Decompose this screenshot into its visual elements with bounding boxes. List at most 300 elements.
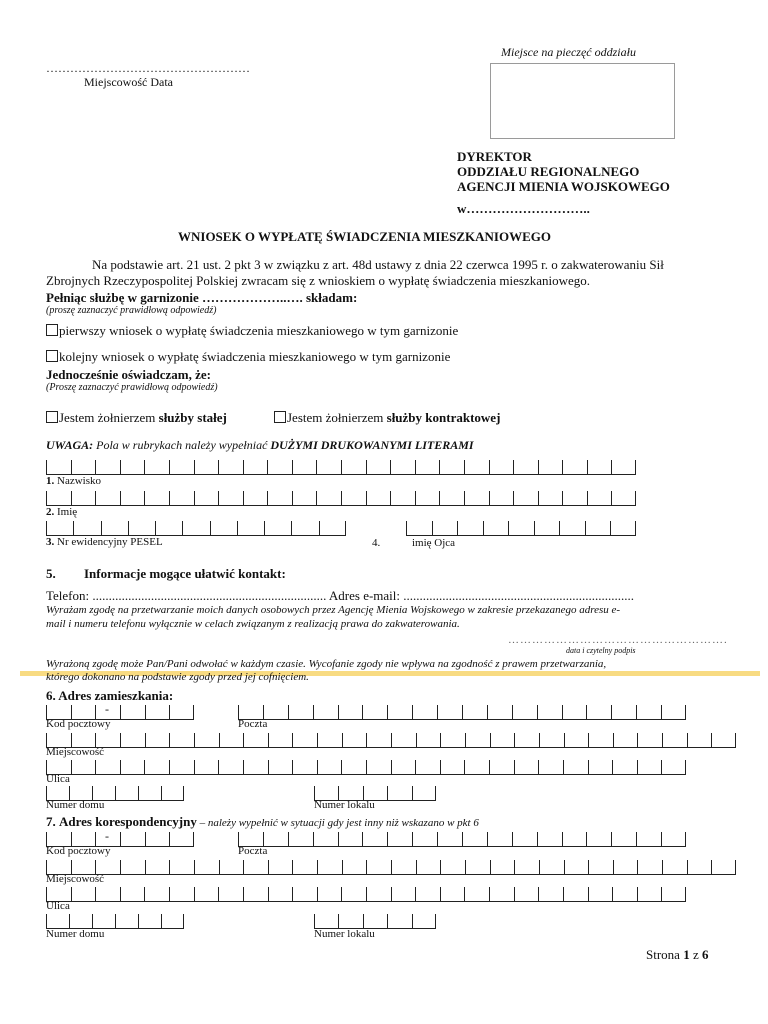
- warning-text: Pola w rubrykach należy wypełniać: [93, 438, 271, 452]
- page-prefix: Strona: [646, 947, 684, 962]
- cell-divider: [612, 760, 613, 774]
- cell-divider: [366, 733, 367, 747]
- cell-divider: [412, 705, 413, 719]
- cell-divider: [635, 521, 636, 535]
- cell-divider: [169, 860, 170, 874]
- address-city-grid[interactable]: [46, 730, 736, 748]
- pesel-text: Nr ewidencyjny PESEL: [54, 536, 163, 548]
- cell-divider: [514, 733, 515, 747]
- addressee-line1: DYREKTOR: [457, 149, 532, 164]
- cell-divider: [662, 733, 663, 747]
- cell-divider: [243, 460, 244, 474]
- garrison-label[interactable]: Pełniąc służbę w garnizonie ………………..…. składam:: [46, 290, 358, 305]
- cell-divider: [537, 705, 538, 719]
- corr-flat-label: Numer lokalu: [314, 928, 375, 940]
- cell-divider: [487, 705, 488, 719]
- cell-divider: [338, 914, 339, 928]
- cell-divider: [145, 860, 146, 874]
- correspondence-heading: Adres korespondencyjny: [59, 814, 197, 829]
- cell-divider: [415, 887, 416, 901]
- cell-divider: [115, 786, 116, 800]
- cell-divider: [145, 705, 146, 719]
- cell-divider: [611, 832, 612, 846]
- cell-divider: [439, 491, 440, 505]
- service-contract-option[interactable]: [274, 410, 500, 426]
- cell-divider: [120, 887, 121, 901]
- cell-divider: [292, 760, 293, 774]
- cell-divider: [342, 860, 343, 874]
- corr-house-grid[interactable]: [46, 911, 184, 929]
- cell-divider: [292, 860, 293, 874]
- cell-divider: [661, 705, 662, 719]
- intro-line2: Zbrojnych Rzeczypospolitej Polskiej zwracam się z wnioskiem o wypłatę świadczenia mieszkaniowego.: [46, 273, 591, 288]
- cell-divider: [637, 760, 638, 774]
- cell-divider: [440, 733, 441, 747]
- cell-divider: [637, 887, 638, 901]
- cell-divider: [391, 760, 392, 774]
- cell-divider: [95, 860, 96, 874]
- cell-divider: [514, 887, 515, 901]
- cell-divider: [161, 914, 162, 928]
- warning-label: UWAGA:: [46, 438, 94, 452]
- cell-divider: [588, 860, 589, 874]
- signature-dots[interactable]: ……………………………………………….: [508, 634, 728, 646]
- cell-divider: [588, 887, 589, 901]
- cell-divider: [489, 460, 490, 474]
- cell-divider: [588, 733, 589, 747]
- cell-divider: [562, 460, 563, 474]
- cell-divider: [342, 733, 343, 747]
- cell-divider: [71, 491, 72, 505]
- cell-divider: [432, 521, 433, 535]
- cell-divider: [341, 460, 342, 474]
- cell-divider: [512, 705, 513, 719]
- cell-divider: [538, 887, 539, 901]
- cell-divider: [390, 460, 391, 474]
- address-city-label: Miejscowość: [46, 746, 105, 758]
- cell-divider: [341, 760, 342, 774]
- cell-divider: [437, 705, 438, 719]
- first-name-grid[interactable]: [46, 488, 636, 506]
- corr-city-grid[interactable]: [46, 857, 736, 875]
- cell-divider: [412, 832, 413, 846]
- cell-divider: [95, 491, 96, 505]
- cell-divider: [341, 491, 342, 505]
- cell-divider: [412, 914, 413, 928]
- cell-divider: [46, 887, 47, 901]
- cell-divider: [263, 832, 264, 846]
- addressee-city[interactable]: w………………………..: [457, 201, 590, 216]
- cell-divider: [489, 760, 490, 774]
- cell-divider: [145, 733, 146, 747]
- cell-divider: [316, 460, 317, 474]
- cell-divider: [317, 733, 318, 747]
- cell-divider: [464, 760, 465, 774]
- cell-divider: [183, 914, 184, 928]
- cell-divider: [314, 786, 315, 800]
- cell-divider: [243, 491, 244, 505]
- cell-divider: [514, 760, 515, 774]
- cell-divider: [317, 760, 318, 774]
- cell-divider: [587, 460, 588, 474]
- cell-divider: [366, 491, 367, 505]
- cell-divider: [46, 733, 47, 747]
- cell-divider: [155, 521, 156, 535]
- cell-divider: [268, 860, 269, 874]
- cell-divider: [194, 460, 195, 474]
- cell-divider: [46, 460, 47, 474]
- service-permanent-option[interactable]: [46, 410, 227, 426]
- option-next-label: kolejny wniosek o wypłatę świadczenia mieszkaniowego w tym garnizonie: [59, 349, 451, 364]
- cell-divider: [183, 786, 184, 800]
- cell-divider: [95, 760, 96, 774]
- cell-divider: [243, 860, 244, 874]
- address-house-label: Numer domu: [46, 799, 105, 811]
- cell-divider: [71, 460, 72, 474]
- cell-divider: [169, 460, 170, 474]
- cell-divider: [513, 460, 514, 474]
- cell-divider: [46, 705, 47, 719]
- cell-divider: [95, 460, 96, 474]
- cell-divider: [95, 832, 96, 846]
- cell-divider: [182, 521, 183, 535]
- cell-divider: [735, 733, 736, 747]
- cell-divider: [338, 786, 339, 800]
- cell-divider: [435, 914, 436, 928]
- cell-divider: [138, 914, 139, 928]
- permanent-prefix: Jestem żołnierzem: [59, 410, 159, 425]
- cell-divider: [613, 860, 614, 874]
- cell-divider: [465, 733, 466, 747]
- correspondence-heading-row: [46, 814, 479, 830]
- contact-heading-num: 5.: [46, 566, 56, 581]
- warning-bold: DUŻYMI DRUKOWANYMI LITERAMI: [270, 438, 474, 452]
- withdraw-line2: którego dokonano na podstawie zgody przed jej cofnięciem.: [46, 671, 309, 683]
- cell-divider: [564, 860, 565, 874]
- cell-divider: [237, 521, 238, 535]
- contact-heading: Informacje mogące ułatwić kontakt:: [84, 566, 286, 581]
- cell-divider: [366, 460, 367, 474]
- cell-divider: [161, 786, 162, 800]
- cell-divider: [387, 705, 388, 719]
- cell-divider: [662, 860, 663, 874]
- cell-divider: [735, 860, 736, 874]
- garrison-option-first[interactable]: [46, 323, 458, 339]
- cell-divider: [138, 786, 139, 800]
- cell-divider: [415, 760, 416, 774]
- cell-divider: [218, 760, 219, 774]
- cell-divider: [291, 521, 292, 535]
- cell-divider: [338, 705, 339, 719]
- corr-post-grid[interactable]: [238, 829, 686, 847]
- address-post-grid[interactable]: [238, 702, 686, 720]
- cell-divider: [539, 733, 540, 747]
- cell-divider: [586, 832, 587, 846]
- cell-divider: [612, 887, 613, 901]
- cell-divider: [319, 521, 320, 535]
- cell-divider: [268, 887, 269, 901]
- cell-divider: [587, 491, 588, 505]
- address-street-label: Ulica: [46, 773, 70, 785]
- cell-divider: [387, 914, 388, 928]
- cell-divider: [120, 491, 121, 505]
- checkbox-first-application[interactable]: [46, 324, 58, 336]
- cell-divider: [218, 491, 219, 505]
- first-name-num: 2.: [46, 506, 55, 518]
- corr-street-grid[interactable]: [46, 884, 686, 902]
- surname-label: [46, 475, 101, 487]
- cell-divider: [120, 733, 121, 747]
- cell-divider: [440, 860, 441, 874]
- cell-divider: [219, 860, 220, 874]
- corr-street-label: Ulica: [46, 900, 70, 912]
- cell-divider: [487, 832, 488, 846]
- cell-divider: [489, 887, 490, 901]
- garrison-option-next[interactable]: [46, 349, 450, 365]
- cell-divider: [489, 491, 490, 505]
- cell-divider: [362, 705, 363, 719]
- cell-divider: [462, 705, 463, 719]
- cell-divider: [101, 521, 102, 535]
- phone-email-line[interactable]: Telefon: ........................................................................ Adres e-mail: .......................................................................: [46, 588, 635, 603]
- cell-divider: [391, 887, 392, 901]
- signature-label: data i czytelny podpis: [566, 646, 636, 655]
- cell-divider: [563, 760, 564, 774]
- cell-divider: [416, 733, 417, 747]
- cell-divider: [267, 460, 268, 474]
- cell-divider: [71, 760, 72, 774]
- cell-divider: [661, 832, 662, 846]
- cell-divider: [69, 786, 70, 800]
- contract-prefix: Jestem żołnierzem: [287, 410, 387, 425]
- place-date-dots[interactable]: ……………………………………………: [46, 61, 250, 75]
- cell-divider: [46, 491, 47, 505]
- pesel-grid[interactable]: [46, 518, 346, 536]
- cell-divider: [169, 832, 170, 846]
- cell-divider: [464, 887, 465, 901]
- cell-divider: [71, 860, 72, 874]
- cell-divider: [465, 860, 466, 874]
- consent-line1: Wyrażam zgodę na przetwarzanie moich danych osobowych przez Agencję Mienia Wojskowego w zakresie przekazanego adresu e-: [46, 604, 621, 616]
- cell-divider: [71, 887, 72, 901]
- cell-divider: [95, 705, 96, 719]
- option-first-label: pierwszy wniosek o wypłatę świadczenia mieszkaniowego w tym garnizonie: [59, 323, 459, 338]
- cell-divider: [95, 887, 96, 901]
- cell-divider: [588, 760, 589, 774]
- cell-divider: [366, 860, 367, 874]
- declaration-hint: (Proszę zaznaczyć prawidłową odpowiedź): [46, 382, 218, 393]
- cell-divider: [457, 521, 458, 535]
- cell-divider: [267, 491, 268, 505]
- cell-divider: [219, 733, 220, 747]
- cell-divider: [415, 460, 416, 474]
- first-name-text: Imię: [54, 506, 78, 518]
- cell-divider: [46, 786, 47, 800]
- cell-divider: [685, 705, 686, 719]
- cell-divider: [439, 460, 440, 474]
- cell-divider: [317, 887, 318, 901]
- cell-divider: [416, 860, 417, 874]
- cell-divider: [415, 491, 416, 505]
- cell-divider: [238, 705, 239, 719]
- cell-divider: [538, 491, 539, 505]
- cell-divider: [661, 887, 662, 901]
- cell-divider: [390, 491, 391, 505]
- cell-divider: [169, 733, 170, 747]
- address-flat-label: Numer lokalu: [314, 799, 375, 811]
- address-street-grid[interactable]: [46, 757, 686, 775]
- cell-divider: [313, 705, 314, 719]
- cell-divider: [562, 832, 563, 846]
- cell-divider: [288, 832, 289, 846]
- cell-divider: [338, 832, 339, 846]
- cell-divider: [120, 460, 121, 474]
- intro-line1: Na podstawie art. 21 ust. 2 pkt 3 w związku z art. 48d ustawy z dnia 22 czerwca 1995 r. o zakwaterowaniu Sił: [92, 257, 664, 272]
- cell-divider: [120, 860, 121, 874]
- surname-text: Nazwisko: [54, 475, 101, 487]
- cell-divider: [363, 786, 364, 800]
- addressee-line2: ODDZIAŁU REGIONALNEGO: [457, 164, 640, 179]
- cell-divider: [71, 705, 72, 719]
- cell-divider: [559, 521, 560, 535]
- cell-divider: [685, 760, 686, 774]
- corr-postcode-label: Kod pocztowy: [46, 845, 111, 857]
- cell-divider: [440, 887, 441, 901]
- cell-divider: [218, 460, 219, 474]
- cell-divider: [538, 760, 539, 774]
- cell-divider: [288, 705, 289, 719]
- checkbox-permanent-service[interactable]: [46, 411, 58, 423]
- cell-divider: [194, 887, 195, 901]
- cell-divider: [69, 914, 70, 928]
- contract-bold: służby kontraktowej: [386, 410, 501, 425]
- first-name-label: [46, 506, 77, 518]
- cell-divider: [145, 832, 146, 846]
- stamp-label: Miejsce na pieczęć oddziału: [501, 45, 636, 59]
- surname-grid[interactable]: [46, 457, 636, 475]
- cell-divider: [637, 860, 638, 874]
- cell-divider: [46, 914, 47, 928]
- cell-divider: [92, 786, 93, 800]
- page-total: 6: [701, 947, 709, 962]
- cell-divider: [563, 887, 564, 901]
- cell-divider: [412, 786, 413, 800]
- cell-divider: [611, 491, 612, 505]
- cell-divider: [687, 860, 688, 874]
- addressee-line3: AGENCJI MIENIA WOJSKOWEGO: [457, 179, 670, 194]
- cell-divider: [144, 887, 145, 901]
- cell-divider: [562, 705, 563, 719]
- cell-divider: [210, 521, 211, 535]
- corr-postcode-dash: -: [105, 829, 109, 843]
- cell-divider: [366, 760, 367, 774]
- cell-divider: [534, 521, 535, 535]
- cell-divider: [345, 521, 346, 535]
- cell-divider: [120, 832, 121, 846]
- cell-divider: [610, 521, 611, 535]
- cell-divider: [263, 705, 264, 719]
- address-post-label: Poczta: [238, 718, 268, 730]
- cell-divider: [363, 914, 364, 928]
- cell-divider: [387, 786, 388, 800]
- cell-divider: [144, 460, 145, 474]
- cell-divider: [169, 887, 170, 901]
- corr-house-label: Numer domu: [46, 928, 105, 940]
- pesel-label: [46, 536, 163, 548]
- address-postcode-label: Kod pocztowy: [46, 718, 111, 730]
- consent-line2: mail i numeru telefonu wyłącznie w celach związanym z realizacją prawa do zakwaterowania.: [46, 618, 460, 630]
- father-name-grid[interactable]: [406, 518, 636, 536]
- cell-divider: [194, 760, 195, 774]
- cell-divider: [406, 521, 407, 535]
- cell-divider: [92, 914, 93, 928]
- cell-divider: [391, 733, 392, 747]
- cell-divider: [73, 521, 74, 535]
- address-heading: 6. Adres zamieszkania:: [46, 688, 174, 703]
- cell-divider: [268, 733, 269, 747]
- cell-divider: [462, 832, 463, 846]
- cell-divider: [464, 460, 465, 474]
- cell-divider: [46, 860, 47, 874]
- cell-divider: [169, 705, 170, 719]
- cell-divider: [46, 521, 47, 535]
- cell-divider: [193, 705, 194, 719]
- page-sep: z: [689, 947, 702, 962]
- cell-divider: [711, 860, 712, 874]
- cell-divider: [585, 521, 586, 535]
- cell-divider: [539, 860, 540, 874]
- cell-divider: [243, 760, 244, 774]
- cell-divider: [562, 491, 563, 505]
- cell-divider: [193, 832, 194, 846]
- cell-divider: [128, 521, 129, 535]
- cell-divider: [685, 832, 686, 846]
- cell-divider: [292, 460, 293, 474]
- checkbox-contract-service[interactable]: [274, 411, 286, 423]
- cell-divider: [71, 733, 72, 747]
- cell-divider: [292, 887, 293, 901]
- cell-divider: [661, 760, 662, 774]
- cell-divider: [464, 491, 465, 505]
- cell-divider: [611, 460, 612, 474]
- cell-divider: [635, 460, 636, 474]
- cell-divider: [490, 733, 491, 747]
- cell-divider: [687, 733, 688, 747]
- cell-divider: [637, 733, 638, 747]
- father-name-num: 4.: [372, 537, 381, 549]
- cell-divider: [316, 491, 317, 505]
- page-number: [646, 947, 708, 963]
- withdraw-line1: Wyrażoną zgodę może Pan/Pani odwołać w każdym czasie. Wycofanie zgody nie wpływa na zgodność z prawem przetwarzania,: [46, 658, 607, 670]
- cell-divider: [243, 887, 244, 901]
- cell-divider: [120, 705, 121, 719]
- cell-divider: [120, 760, 121, 774]
- cell-divider: [711, 733, 712, 747]
- checkbox-next-application[interactable]: [46, 350, 58, 362]
- cell-divider: [513, 491, 514, 505]
- cell-divider: [144, 491, 145, 505]
- cell-divider: [194, 860, 195, 874]
- corr-flat-grid[interactable]: [314, 911, 436, 929]
- place-date-label: Miejscowość Data: [84, 75, 173, 89]
- correspondence-note: – należy wypełnić w sytuacji gdy jest inny niż wskazano w pkt 6: [196, 817, 479, 829]
- cell-divider: [483, 521, 484, 535]
- cell-divider: [514, 860, 515, 874]
- correspondence-num: 7.: [46, 814, 56, 829]
- cell-divider: [435, 786, 436, 800]
- cell-divider: [313, 832, 314, 846]
- cell-divider: [317, 860, 318, 874]
